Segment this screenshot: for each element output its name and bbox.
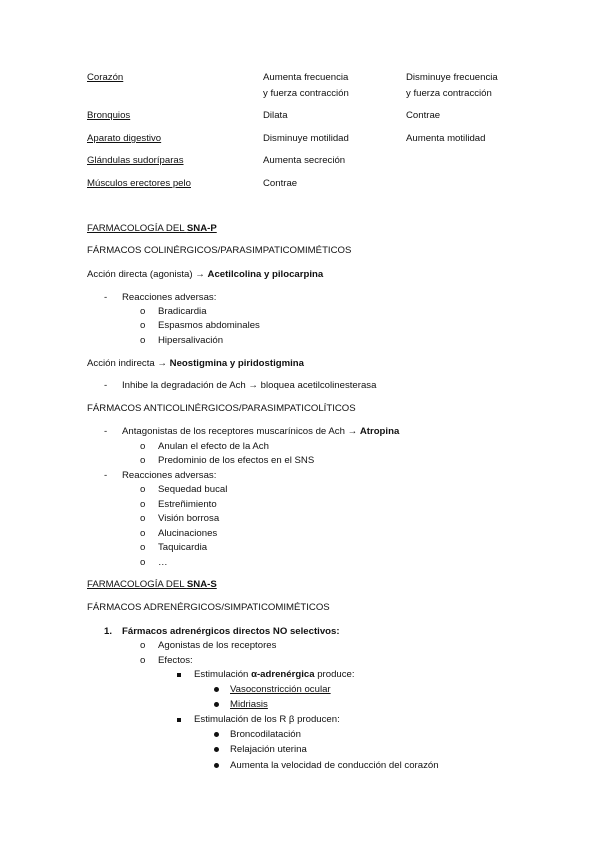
heart-para-2: y fuerza contracción: [406, 88, 492, 99]
bullet-icon: [214, 732, 219, 737]
organ-sweat: Glándulas sudoríparas: [87, 155, 184, 166]
heart-para-1: Disminuye frecuencia: [406, 72, 498, 83]
organ-erector: Músculos erectores pelo: [87, 178, 191, 189]
sub-item: Agonistas de los receptores: [158, 640, 277, 651]
alpha-item: Vasoconstricción ocular: [230, 684, 331, 695]
antag-sub-item: Anulan el efecto de la Ach: [158, 441, 269, 452]
direct-nonselective: Fármacos adrenérgicos directos NO selectivos:: [122, 626, 340, 637]
adverse2-item: Taquicardia: [158, 542, 208, 553]
circle-marker: o: [140, 499, 146, 510]
circle-marker: o: [140, 557, 146, 568]
heading-snas: FARMACOLOGÍA DEL SNA-S: [87, 579, 217, 590]
direct-action: Acción directa (agonista) → Acetilcolina y pilocarpina: [87, 269, 324, 280]
adrenergic-title: FÁRMACOS ADRENÉRGICOS/SIMPATICOMIMÉTICOS: [87, 602, 330, 613]
dash-marker: -: [104, 380, 108, 391]
indirect-item: Inhibe la degradación de Ach → bloquea acetilcolinesterasa: [122, 380, 377, 391]
sub-item: Efectos:: [158, 655, 193, 666]
adverse2-item: Alucinaciones: [158, 528, 218, 539]
heart-simp-2: y fuerza contracción: [263, 88, 349, 99]
bronchi-para: Contrae: [406, 110, 441, 121]
organ-digestive: Aparato digestivo: [87, 133, 162, 144]
circle-marker: o: [140, 655, 146, 666]
circle-marker: o: [140, 441, 146, 452]
adverse2-label: Reacciones adversas:: [122, 470, 217, 481]
alpha-item: Midriasis: [230, 699, 268, 710]
bullet-icon: [214, 702, 219, 707]
circle-marker: o: [140, 320, 146, 331]
list-number: 1.: [104, 626, 113, 637]
circle-marker: o: [140, 542, 146, 553]
erector-simp: Contrae: [263, 178, 298, 189]
adverse-label: Reacciones adversas:: [122, 292, 217, 303]
adverse2-item: Sequedad bucal: [158, 484, 228, 495]
colinergic-title: FÁRMACOS COLINÉRGICOS/PARASIMPATICOMIMÉTICOS: [87, 245, 352, 256]
sweat-simp: Aumenta secreción: [263, 155, 346, 166]
dash-marker: -: [104, 470, 108, 481]
beta-item: Aumenta la velocidad de conducción del corazón: [230, 760, 439, 771]
circle-marker: o: [140, 484, 146, 495]
heading-snap: FARMACOLOGÍA DEL SNA-P: [87, 223, 217, 234]
dash-marker: -: [104, 292, 108, 303]
circle-marker: o: [140, 528, 146, 539]
circle-marker: o: [140, 455, 146, 466]
bullet-icon: [214, 687, 219, 692]
digestive-para: Aumenta motilidad: [406, 133, 486, 144]
antag-sub-item: Predominio de los efectos en el SNS: [158, 455, 315, 466]
organ-bronchi: Bronquios: [87, 110, 131, 121]
indirect-action: Acción indirecta → Neostigmina y piridostigmina: [87, 358, 304, 369]
digestive-simp: Disminuye motilidad: [263, 133, 349, 144]
circle-marker: o: [140, 640, 146, 651]
circle-marker: o: [140, 513, 146, 524]
adverse2-item: Estreñimiento: [158, 499, 217, 510]
adverse-item: Espasmos abdominales: [158, 320, 260, 331]
anticolinergic-title: FÁRMACOS ANTICOLINÉRGICOS/PARASIMPATICOLÍTICOS: [87, 403, 356, 414]
adverse2-item: Visión borrosa: [158, 513, 220, 524]
beta-stimulation: Estimulación de los R β producen:: [194, 714, 340, 725]
alpha-stimulation: Estimulación α-adrenérgica produce:: [194, 669, 355, 680]
adverse-item: Bradicardia: [158, 306, 207, 317]
adverse-item: Hipersalivación: [158, 335, 224, 346]
antagonist-item: Antagonistas de los receptores muscarínicos de Ach → Atropina: [122, 426, 400, 437]
circle-marker: o: [140, 306, 146, 317]
adverse2-item: …: [158, 557, 168, 568]
square-bullet-icon: [177, 673, 181, 677]
beta-item: Relajación uterina: [230, 744, 307, 755]
bronchi-simp: Dilata: [263, 110, 288, 121]
dash-marker: -: [104, 426, 108, 437]
organ-heart: Corazón: [87, 72, 124, 83]
beta-item: Broncodilatación: [230, 729, 301, 740]
circle-marker: o: [140, 335, 146, 346]
bullet-icon: [214, 763, 219, 768]
bullet-icon: [214, 747, 219, 752]
heart-simp-1: Aumenta frecuencia: [263, 72, 349, 83]
square-bullet-icon: [177, 718, 181, 722]
